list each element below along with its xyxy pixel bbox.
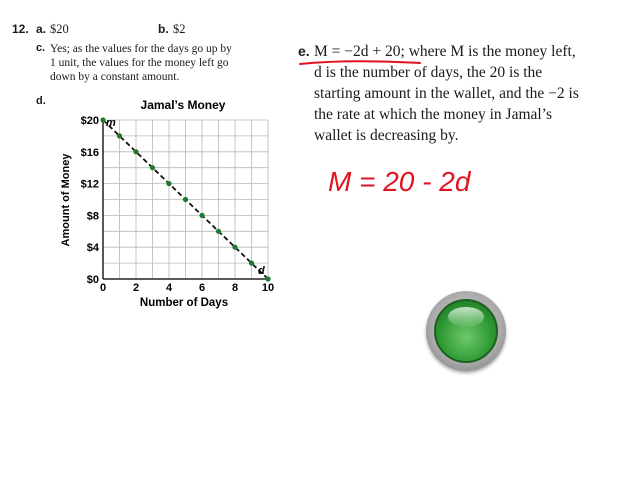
green-play-button-icon[interactable] xyxy=(434,299,498,363)
button-gloss xyxy=(448,307,484,327)
y-tick-label: $0 xyxy=(86,274,99,286)
part-e-line-4: the rate at which the money in Jamal’s xyxy=(314,106,553,123)
part-c-line-2: 1 unit, the values for the money left go xyxy=(50,57,229,69)
part-a-label: a. xyxy=(36,22,47,36)
part-a-answer: $20 xyxy=(50,22,69,36)
x-variable-label: d xyxy=(258,265,265,277)
part-c-line-1: Yes; as the values for the days go up by xyxy=(50,43,232,55)
part-e-line-2: d is the number of days, the 20 is the xyxy=(314,64,543,81)
part-c-label: c. xyxy=(36,42,46,54)
y-variable-label: m xyxy=(106,117,116,129)
play-button[interactable] xyxy=(426,291,506,371)
part-e-line-3: starting amount in the wallet, and the −2 is xyxy=(314,85,579,102)
x-tick-label: 2 xyxy=(132,282,140,294)
x-tick-label: 6 xyxy=(198,282,206,294)
x-tick-label: 8 xyxy=(231,282,239,294)
part-e-line-5: wallet is decreasing by. xyxy=(314,127,459,144)
handwritten-equation: M = 20 - 2d xyxy=(328,166,471,197)
part-b-label: b. xyxy=(158,22,169,36)
underline-annotation xyxy=(300,61,420,64)
chart-title: Jamal’s Money xyxy=(140,98,226,112)
y-tick-label: $8 xyxy=(86,210,99,223)
x-axis-label: Number of Days xyxy=(139,297,229,309)
part-e-label: e. xyxy=(298,43,310,59)
y-tick-label: $12 xyxy=(80,178,99,191)
y-tick-label: $16 xyxy=(80,146,99,159)
part-e-line-1: M = −2d + 20; where M is the money left, xyxy=(314,43,576,60)
x-tick-label: 4 xyxy=(165,282,173,294)
y-tick-label: $4 xyxy=(86,242,99,255)
part-b-answer: $2 xyxy=(173,22,186,36)
part-d-label: d. xyxy=(36,95,46,107)
x-tick-label: 0 xyxy=(99,282,107,294)
y-tick-label: $20 xyxy=(80,115,99,127)
problem-number: 12. xyxy=(12,22,29,36)
y-axis-label: Amount of Money xyxy=(60,153,72,247)
x-tick-label: 10 xyxy=(261,282,275,294)
part-c-line-3: down by a constant amount. xyxy=(50,71,180,83)
